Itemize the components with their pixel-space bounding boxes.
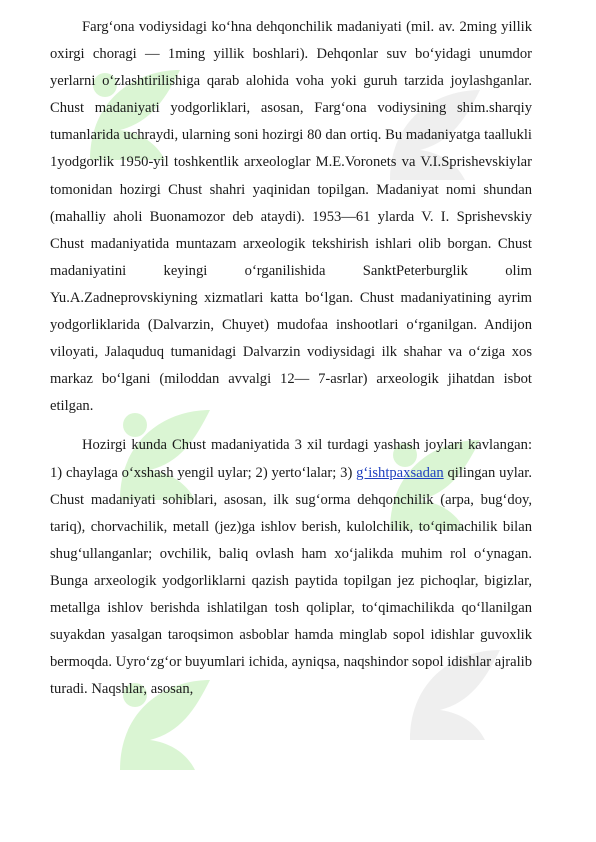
paragraph-text: qilingan uylar. Chust madaniyati sohiblari, asosan, ilk sug‘orma dehqonchilik (arpa, bug‘doy, tariq), chorvachilik, metall (jez)ga ishlov berish, kulolchilik, to‘qimachilik bilan shug‘ullanganlar; ovchilik, baliq ovlash ham xo‘jalikda muhim rol o‘ynagan. Bunga arxeologik yodgorliklarni qazish paytida topilgan jez pichoqlar, bigizlar, metallga ishlov berishda ishlatilgan tosh qoliplar, to‘qimachilikda qo‘llanilgan suyakdan yasalgan taroqsimon asboblar hamda minglab sopol idishlar guvoxlik bermoqda. Uyro‘zg‘or buyumlari ichida, ayniqsa, naqshindor sopol idishlar ajralib turadi. Naqshlar, asosan, — [50, 464, 532, 698]
paragraph: Farg‘ona vodiysidagi ko‘hna dehqonchilik madaniyati (mil. av. 2ming yillik oxirgi choragi — 1ming yillik boshlari). Dehqonlar suv bo‘yidagi unumdor yerlarni o‘zlashtirilishiga qarab alohida voha yoki guruh tarzida joylashganlar. Chust madaniyati yodgorliklari, asosan, Farg‘ona vodiysining shim.sharqiy tumanlarida uchraydi, ularning soni hozirgi 80 dan ortiq. Bu madaniyatga taallukli 1yodgorlik 1950-yil toshkentlik arxeologlar M.E.Voronets va V.I.Sprishevskiylar tomonidan hozirgi Chust shahri yaqinidan topilgan. Madaniyat nomi shundan (mahalliy aholi Buonamozor deb ataydi). 1953—61 ylarda V. I. Sprishevskiy Chust madaniyatida muntazam arxeologik tekshirish ishlari olib borgan. Chust madaniyatini keyingi o‘rganilishida SanktPeterburglik olim Yu.A.Zadneprovskiyning xizmatlari katta bo‘lgan. Chust madaniyatining ayrim yodgorliklarida (Dalvarzin, Chuyet) mudofaa inshootlari o‘rganilgan. Andijon viloyati, Jalaquduq tumanidagi Dalvarzin vodiysidagi ilk shahar va o‘ziga xos markaz bo‘lgani (miloddan avvalgi 12— 7-asrlar) arxeologik jihatdan isbot etilgan. — [50, 19, 532, 415]
paragraph — [50, 432, 532, 703]
body-text — [50, 14, 532, 703]
hyperlink[interactable]: g‘ishtpaxsadan — [356, 464, 444, 481]
paragraph-text: Hozirgi kunda Chust madaniyatida 3 xil turdagi yashash joylari kavlangan: 1) chaylaga o‘xshash yengil uylar; 2) yerto‘lalar; 3) — [50, 437, 532, 481]
